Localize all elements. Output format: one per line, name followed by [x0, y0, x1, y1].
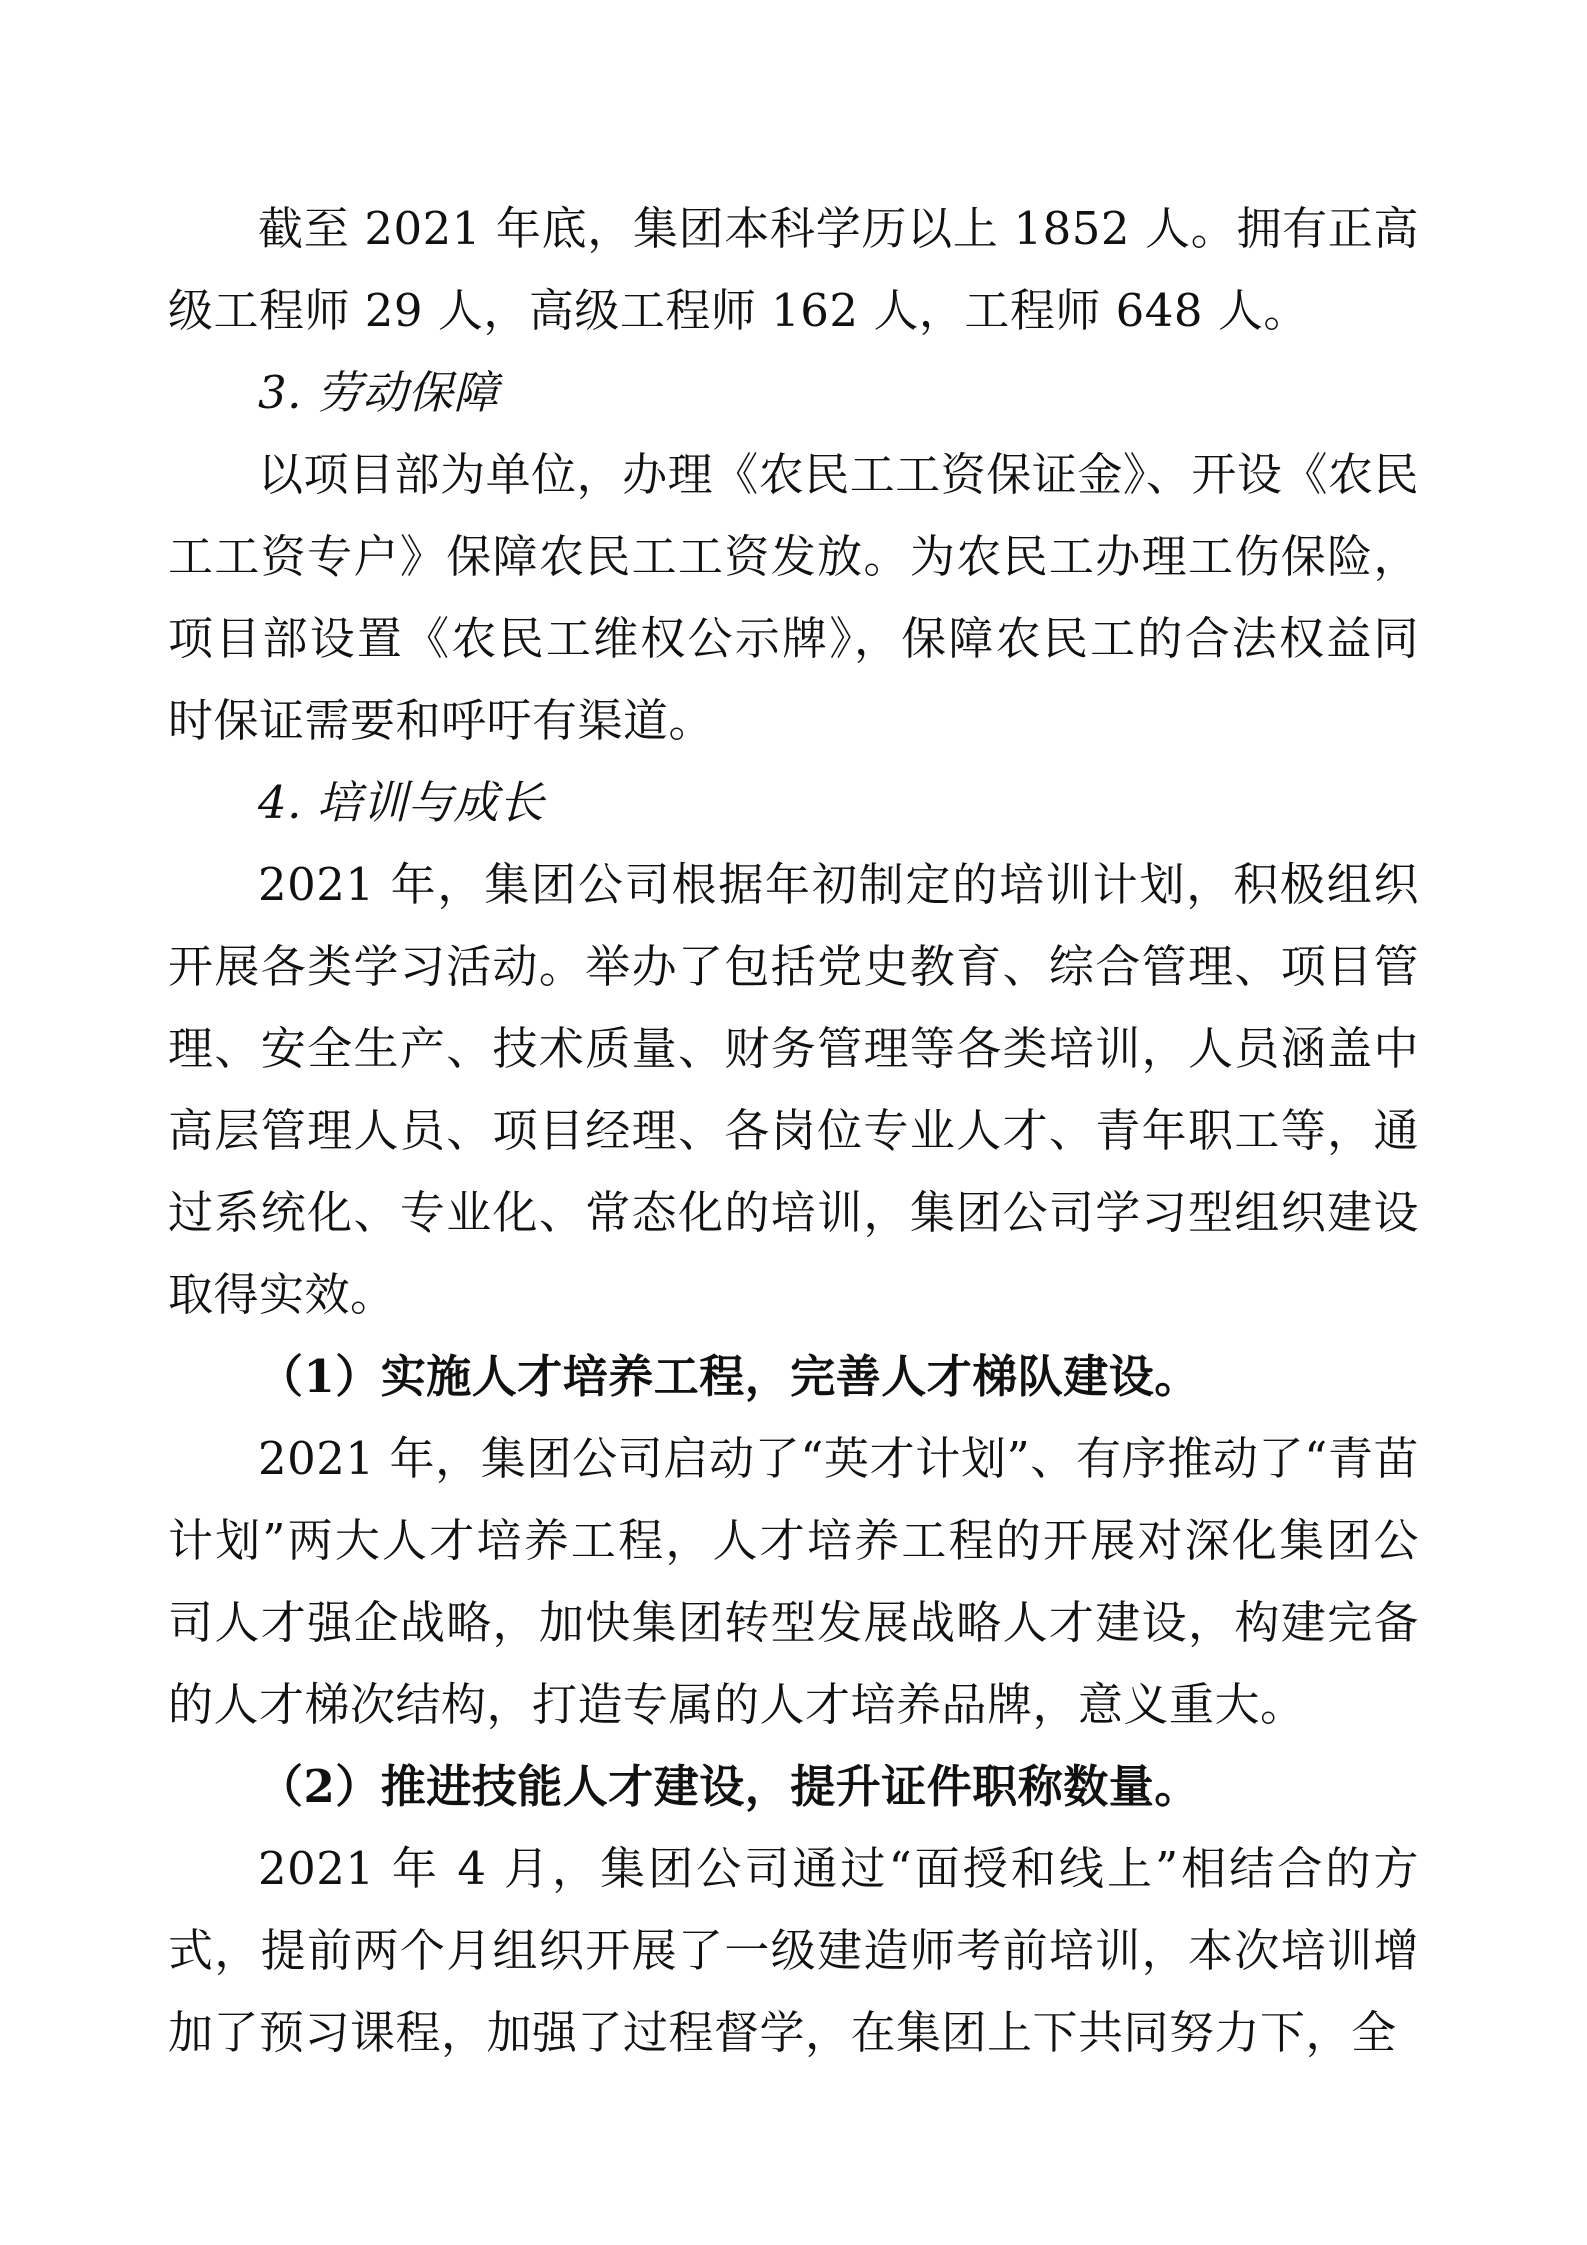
heading-training-and-growth: 4. 培训与成长 — [258, 776, 545, 829]
paragraph-migrant-worker-protection: 以项目部为单位，办理《农民工工资保证金》、开设《农民工工资专户》保障农民工工资发放。为农民工办理工伤保险，项目部设置《农民工维权公示牌》，保障农民工的合法权益同时保证需要和呼吁有渠道。 — [168, 448, 1419, 747]
paragraph-staff-qualification-stats: 截至 2021 年底，集团本科学历以上 1852 人。拥有正高级工程师 29 人，高级工程师 162 人，工程师 648 人。 — [168, 202, 1419, 337]
paragraph-training-activities-2021: 2021 年，集团公司根据年初制定的培训计划，积极组织开展各类学习活动。举办了包括党史教育、综合管理、项目管理、安全生产、技术质量、财务管理等各类培训，人员涵盖中高层管理人员、项目经理、各岗位专业人才、青年职工等，通过系统化、专业化、常态化的培训，集团公司学习型组织建设取得实效。 — [168, 858, 1419, 1321]
paragraph-talent-plans: 2021 年，集团公司启动了“英才计划”、有序推动了“青苗计划”两大人才培养工程，人才培养工程的开展对深化集团公司人才强企战略，加快集团转型发展战略人才建设，构建完备的人才梯次结构，打造专属的人才培养品牌，意义重大。 — [168, 1432, 1419, 1731]
heading-talent-cultivation-project: （1）实施人才培养工程，完善人才梯队建设。 — [258, 1350, 1200, 1403]
heading-skilled-talent-certificates: （2）推进技能人才建设，提升证件职称数量。 — [258, 1760, 1200, 1813]
paragraph-constructor-exam-training: 2021 年 4 月，集团公司通过“面授和线上”相结合的方式，提前两个月组织开展了一级建造师考前培训，本次培训增加了预习课程，加强了过程督学，在集团上下共同努力下，全 — [168, 1842, 1419, 2059]
heading-labor-security: 3. 劳动保障 — [258, 366, 499, 419]
